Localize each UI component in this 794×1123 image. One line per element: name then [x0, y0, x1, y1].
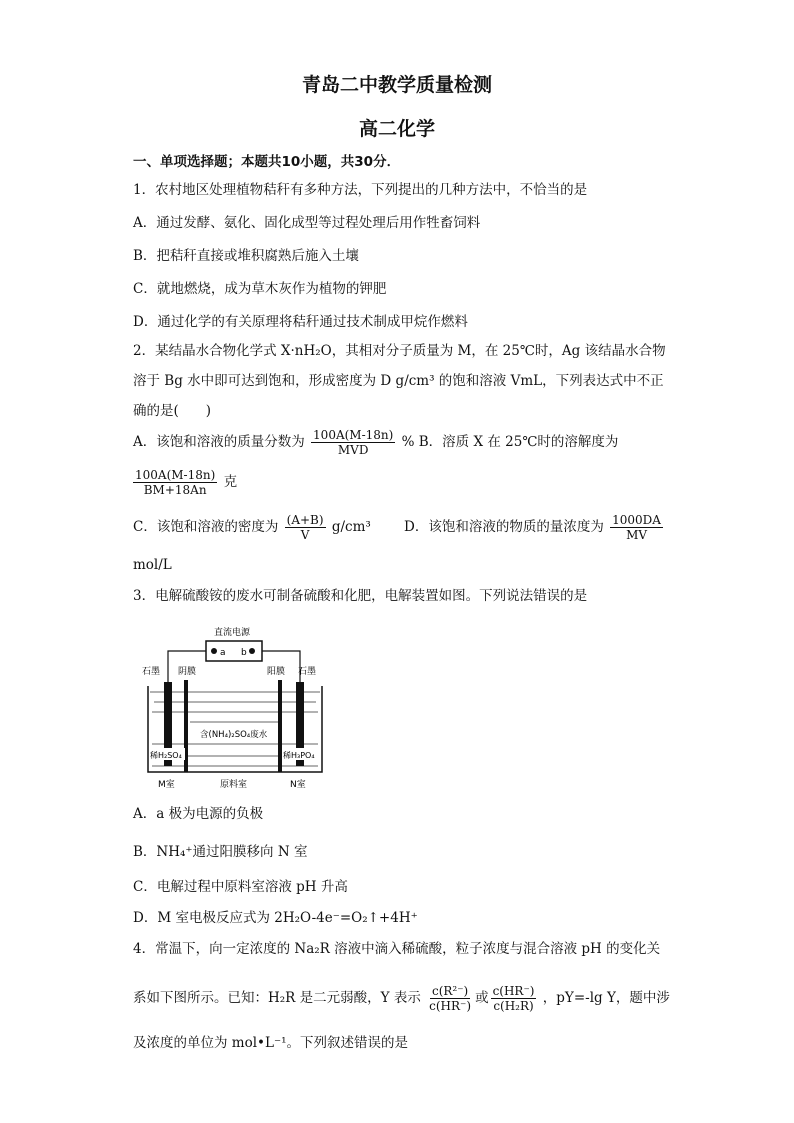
q2-d-unit: mol/L: [133, 557, 172, 573]
q4-f1-numerator: c(R²⁻): [431, 984, 469, 998]
subject-title: 高二化学: [358, 118, 435, 140]
q2-d-prefix: D．该饱和溶液的物质的量浓度为: [404, 519, 604, 535]
q3-option-d: D．M 室电极反应式为 2H₂O-4e⁻=O₂↑+4H⁺: [133, 910, 418, 926]
q4-stem-line1: 4．常温下，向一定浓度的 Na₂R 溶液中滴入稀硫酸，粒子浓度与混合溶液 pH 的变化关: [133, 941, 661, 957]
power-supply-label: 直流电源: [214, 628, 251, 638]
q2-a-numerator: 100A(M-18n): [313, 428, 394, 442]
room-feed-label: 原料室: [220, 780, 248, 790]
q4-line2-suffix: ，pY=-lg Y，题中涉: [542, 990, 670, 1006]
electrolysis-diagram: [140, 624, 330, 792]
q2-c-suffix: g/cm³: [331, 519, 371, 535]
cation-membrane-label: 阳膜: [267, 667, 286, 677]
terminal-a-label: a: [220, 648, 226, 658]
q2-option-d: [404, 513, 665, 542]
q2-c-numerator: (A+B): [286, 513, 324, 527]
q3-option-b: [133, 842, 307, 862]
terminal-b-label: b: [241, 648, 247, 658]
q3-b-ion: NH₄⁺: [156, 844, 193, 860]
q4-fraction-1: [427, 984, 473, 1013]
terminal-a-dot: [211, 648, 217, 654]
q3-b-prefix: B．: [133, 844, 157, 860]
q3-stem: 3．电解硫酸铵的废水可制备硫酸和化肥，电解装置如图。下列说法错误的是: [133, 588, 588, 604]
right-solution-label: 稀H₃PO₄: [283, 751, 315, 760]
anion-membrane-label: 阴膜: [178, 667, 197, 677]
q4-or: 或: [475, 990, 489, 1006]
q4-line2-prefix: 系如下图所示。已知：H₂R 是二元弱酸，Y 表示: [133, 990, 421, 1006]
q2-a-suffix: %: [401, 434, 415, 450]
q4-f2-numerator: c(HR⁻): [492, 984, 535, 998]
cation-membrane: [278, 680, 282, 772]
q4-f1-denominator: c(HR⁻): [429, 999, 472, 1013]
room-m-label: M室: [158, 780, 175, 790]
q2-d-fraction: [610, 513, 663, 542]
q2-stem-line3: 确的是( ): [133, 403, 212, 419]
left-solution-label: 稀H₂SO₄: [150, 751, 182, 760]
graphite-left-label: 石墨: [142, 667, 161, 677]
q2-c-prefix: C．该饱和溶液的密度为: [133, 519, 279, 535]
graphite-right-label: 石墨: [298, 667, 317, 677]
terminal-b-dot: [249, 648, 255, 654]
q2-b-prefix: B．溶质 X 在 25℃时的溶解度为: [418, 434, 619, 450]
q3-option-c: C．电解过程中原料室溶液 pH 升高: [133, 879, 348, 895]
q1-option-b: B．把秸秆直接或堆积腐熟后施入土壤: [133, 248, 359, 264]
q4-stem-line2: [133, 984, 670, 1013]
q2-d-denominator: MV: [626, 528, 648, 542]
q4-f2-denominator: c(H₂R): [493, 999, 534, 1013]
exam-title: 青岛二中教学质量检测: [301, 74, 492, 96]
q3-option-a: A．a 极为电源的负极: [133, 806, 264, 822]
q2-d-numerator: 1000DA: [612, 513, 661, 527]
q4-stem-line3: 及浓度的单位为 mol•L⁻¹。下列叙述错误的是: [133, 1035, 409, 1051]
q2-option-a-b: [133, 428, 618, 457]
q3-b-suffix: 通过阳膜移向 N 室: [192, 844, 308, 860]
q2-b-suffix: 克: [223, 474, 238, 490]
q2-option-b-cont: [131, 468, 237, 497]
q2-stem-line2: 溶于 Bg 水中即可达到饱和，形成密度为 D g/cm³ 的饱和溶液 VmL，下列表达式中不正: [133, 373, 664, 389]
q1-option-d: D．通过化学的有关原理将秸秆通过技术制成甲烷作燃料: [133, 314, 468, 330]
q1-option-a: A．通过发酵、氨化、固化成型等过程处理后用作牲畜饲料: [133, 215, 481, 231]
q2-a-fraction: [311, 428, 395, 457]
q2-c-fraction: [285, 513, 326, 542]
q2-option-c: [133, 513, 371, 542]
q2-b-fraction: [133, 468, 217, 497]
q1-option-c: C．就地燃烧，成为草木灰作为植物的钾肥: [133, 281, 387, 297]
q2-c-denominator: V: [300, 528, 310, 542]
q2-a-prefix: A．该饱和溶液的质量分数为: [133, 434, 305, 450]
q2-stem-line1: 2．某结晶水合物化学式 X·nH₂O，其相对分子质量为 M，在 25℃时，Ag 该结晶水合物: [133, 343, 666, 359]
section-heading: 一、单项选择题；本题共10小题，共30分．: [133, 154, 401, 170]
q1-stem: 1．农村地区处理植物秸秆有多种方法，下列提出的几种方法中，不恰当的是: [133, 182, 588, 198]
room-n-label: N室: [290, 780, 306, 790]
middle-solution-label: 含(NH₄)₂SO₄废水: [200, 730, 268, 740]
q2-a-denominator: MVD: [337, 443, 369, 457]
q2-b-numerator: 100A(M-18n): [135, 468, 216, 482]
q4-fraction-2: [491, 984, 537, 1013]
q2-b-denominator: BM+18An: [143, 483, 207, 497]
